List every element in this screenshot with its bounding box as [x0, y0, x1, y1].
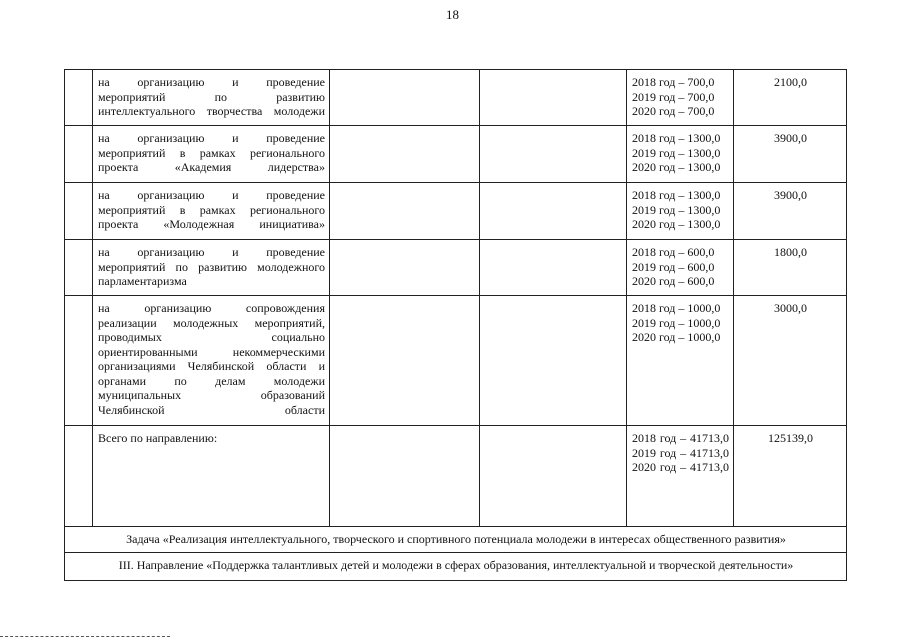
description-line: мероприятий в рамках регионального [98, 145, 325, 160]
description-line: на организацию и проведение [98, 131, 325, 145]
description-line: муниципальных образований [98, 388, 325, 402]
activity-description [93, 126, 330, 183]
summary-row [65, 426, 847, 527]
empty-cell [330, 426, 480, 527]
empty-cell [330, 70, 480, 126]
year-amount: 2020 год – 1000,0 [632, 330, 721, 344]
year-amount: 2019 год – 600,0 [632, 259, 715, 274]
empty-cell [330, 126, 480, 183]
description-line: интеллектуального творчества молодежи [98, 104, 325, 118]
task-heading: Задача «Реализация интеллектуального, творческого и спортивного потенциала молодежи в интересах общественного развития» [65, 527, 847, 553]
description-line: организациями Челябинской области и [98, 359, 325, 373]
summary-yearly-amounts [627, 426, 734, 527]
activity-description [93, 240, 330, 296]
footer-rule [0, 636, 170, 637]
table-row [65, 126, 847, 183]
year-amount: 2018 год – 1300,0 [632, 188, 721, 202]
year-amount: 2019 год – 1300,0 [632, 145, 721, 160]
direction-row [65, 553, 847, 581]
year-amount: 2020 год – 41713,0 [632, 460, 729, 474]
index-cell [65, 183, 93, 240]
description-line: реализации молодежных мероприятий, [98, 315, 325, 330]
description-line: органами по делам молодежи [98, 373, 325, 388]
index-cell [65, 126, 93, 183]
total-amount: 2100,0 [734, 70, 847, 126]
description-line: проводимых социально [98, 330, 325, 344]
empty-cell [480, 70, 627, 126]
year-amount: 2018 год – 1000,0 [632, 301, 721, 315]
table-row [65, 70, 847, 126]
yearly-amounts [627, 183, 734, 240]
index-cell [65, 426, 93, 527]
year-amount: 2018 год – 600,0 [632, 245, 715, 259]
description-line: на организацию и проведение [98, 75, 325, 89]
total-amount: 3900,0 [734, 126, 847, 183]
direction-heading: III. Направление «Поддержка талантливых детей и молодежи в сферах образования, интеллектуальной и творческой деятельности» [65, 553, 847, 581]
summary-total: 125139,0 [734, 426, 847, 527]
year-amount: 2019 год – 41713,0 [632, 445, 729, 460]
table-row [65, 183, 847, 240]
empty-cell [480, 183, 627, 240]
task-row [65, 527, 847, 553]
table-row [65, 296, 847, 426]
yearly-amounts [627, 296, 734, 426]
yearly-amounts [627, 126, 734, 183]
year-amount: 2018 год – 1300,0 [632, 131, 721, 145]
empty-cell [330, 183, 480, 240]
empty-cell [480, 240, 627, 296]
description-line: ориентированными некоммерческими [98, 344, 325, 359]
empty-cell [330, 296, 480, 426]
page-number: 18 [446, 7, 459, 22]
total-amount: 3000,0 [734, 296, 847, 426]
empty-cell [480, 296, 627, 426]
description-line: парламентаризма [98, 274, 187, 288]
description-line: мероприятий по развитию [98, 89, 325, 104]
year-amount: 2019 год – 1000,0 [632, 315, 721, 330]
activity-description [93, 296, 330, 426]
index-cell [65, 70, 93, 126]
program-table [64, 69, 847, 581]
description-line: на организацию сопровождения [98, 301, 325, 315]
description-line: на организацию и проведение [98, 188, 325, 202]
year-amount: 2020 год – 1300,0 [632, 217, 721, 231]
yearly-amounts [627, 70, 734, 126]
total-amount: 1800,0 [734, 240, 847, 296]
year-amount: 2019 год – 700,0 [632, 89, 715, 104]
empty-cell [480, 126, 627, 183]
summary-label: Всего по направлению: [93, 426, 330, 527]
description-line: мероприятий по развитию молодежного [98, 259, 325, 274]
total-amount: 3900,0 [734, 183, 847, 240]
year-amount: 2018 год – 41713,0 [632, 431, 729, 445]
description-line: Челябинской области [98, 402, 325, 417]
description-line: проекта «Молодежная инициатива» [98, 217, 325, 231]
description-line: проекта «Академия лидерства» [98, 160, 325, 174]
index-cell [65, 296, 93, 426]
year-amount: 2020 год – 1300,0 [632, 160, 721, 174]
yearly-amounts [627, 240, 734, 296]
year-amount: 2019 год – 1300,0 [632, 202, 721, 217]
year-amount: 2018 год – 700,0 [632, 75, 715, 89]
year-amount: 2020 год – 700,0 [632, 104, 715, 118]
index-cell [65, 240, 93, 296]
table-row [65, 240, 847, 296]
activity-description [93, 70, 330, 126]
empty-cell [330, 240, 480, 296]
description-line: мероприятий в рамках регионального [98, 202, 325, 217]
description-line: на организацию и проведение [98, 245, 325, 259]
activity-description [93, 183, 330, 240]
empty-cell [480, 426, 627, 527]
year-amount: 2020 год – 600,0 [632, 274, 715, 288]
